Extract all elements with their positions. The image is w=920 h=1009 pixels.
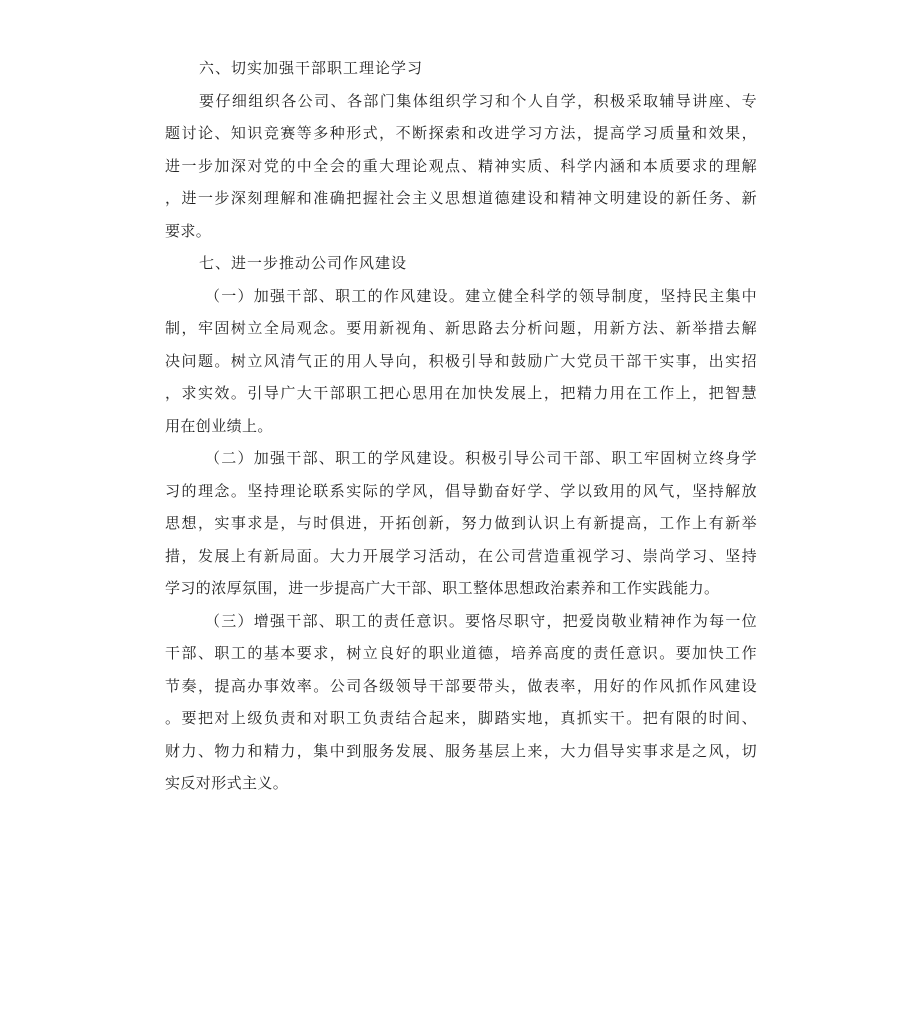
paragraph-line: 题讨论、知识竞赛等多种形式，不断探索和改进学习方法，提高学习质量和效果， bbox=[165, 124, 757, 142]
paragraph-line: 思想，实事求是，与时俱进，开拓创新，努力做到认识上有新提高，工作上有新举 bbox=[165, 514, 757, 532]
section-7-heading: 七、进一步推动公司作风建设 bbox=[199, 254, 408, 272]
paragraph-line: 措，发展上有新局面。大力开展学习活动，在公司营造重视学习、崇尚学习、坚持 bbox=[165, 546, 757, 565]
document-body bbox=[165, 52, 757, 800]
section-7-item-3-paragraph bbox=[165, 605, 757, 800]
section-7-item-1-paragraph bbox=[165, 280, 757, 443]
paragraph-line: （一）加强干部、职工的作风建设。建立健全科学的领导制度，坚持民主集中 bbox=[205, 286, 757, 305]
section-7-item-2-paragraph bbox=[165, 442, 757, 605]
paragraph-line: 制，牢固树立全局观念。要用新视角、新思路去分析问题，用新方法、新举措去解 bbox=[165, 319, 757, 337]
paragraph-line: 要仔细组织各公司、各部门集体组织学习和个人自学，积极采取辅导讲座、专 bbox=[199, 91, 757, 110]
paragraph-line: ，求实效。引导广大干部职工把心思用在加快发展上，把精力用在工作上，把智慧 bbox=[165, 384, 757, 402]
paragraph-line: 节奏，提高办事效率。公司各级领导干部要带头，做表率，用好的作风抓作风建设 bbox=[165, 676, 757, 695]
paragraph-line: 干部、职工的基本要求，树立良好的职业道德，培养高度的责任意识。要加快工作 bbox=[165, 644, 757, 662]
paragraph-line: 进一步加深对党的中全会的重大理论观点、精神实质、科学内涵和本质要求的理解 bbox=[165, 156, 757, 175]
paragraph-line: （二）加强干部、职工的学风建设。积极引导公司干部、职工牢固树立终身学 bbox=[205, 449, 757, 467]
paragraph-line: （三）增强干部、职工的责任意识。要恪尽职守，把爱岗敬业精神作为每一位 bbox=[205, 611, 757, 630]
section-6-heading: 六、切实加强干部职工理论学习 bbox=[199, 59, 424, 77]
paragraph-line: 财力、物力和精力，集中到服务发展、服务基层上来，大力倡导实事求是之风，切 bbox=[165, 741, 757, 760]
paragraph-line: 用在创业绩上。 bbox=[165, 416, 273, 435]
paragraph-line: 习的理念。坚持理论联系实际的学风，倡导勤奋好学、学以致用的风气，坚持解放 bbox=[165, 481, 757, 500]
paragraph-line: 。要把对上级负责和对职工负责结合起来，脚踏实地，真抓实干。把有限的时间、 bbox=[165, 709, 757, 727]
paragraph-line: ，进一步深刻理解和准确把握社会主义思想道德建设和精神文明建设的新任务、新 bbox=[165, 189, 757, 207]
paragraph-line: 决问题。树立风清气正的用人导向，积极引导和鼓励广大党员干部干实事，出实招 bbox=[165, 351, 757, 370]
paragraph-line: 要求。 bbox=[165, 221, 212, 240]
section-6-paragraph bbox=[165, 85, 757, 248]
paragraph-line: 学习的浓厚氛围，进一步提高广大干部、职工整体思想政治素养和工作实践能力。 bbox=[165, 579, 720, 597]
paragraph-line: 实反对形式主义。 bbox=[165, 774, 289, 792]
